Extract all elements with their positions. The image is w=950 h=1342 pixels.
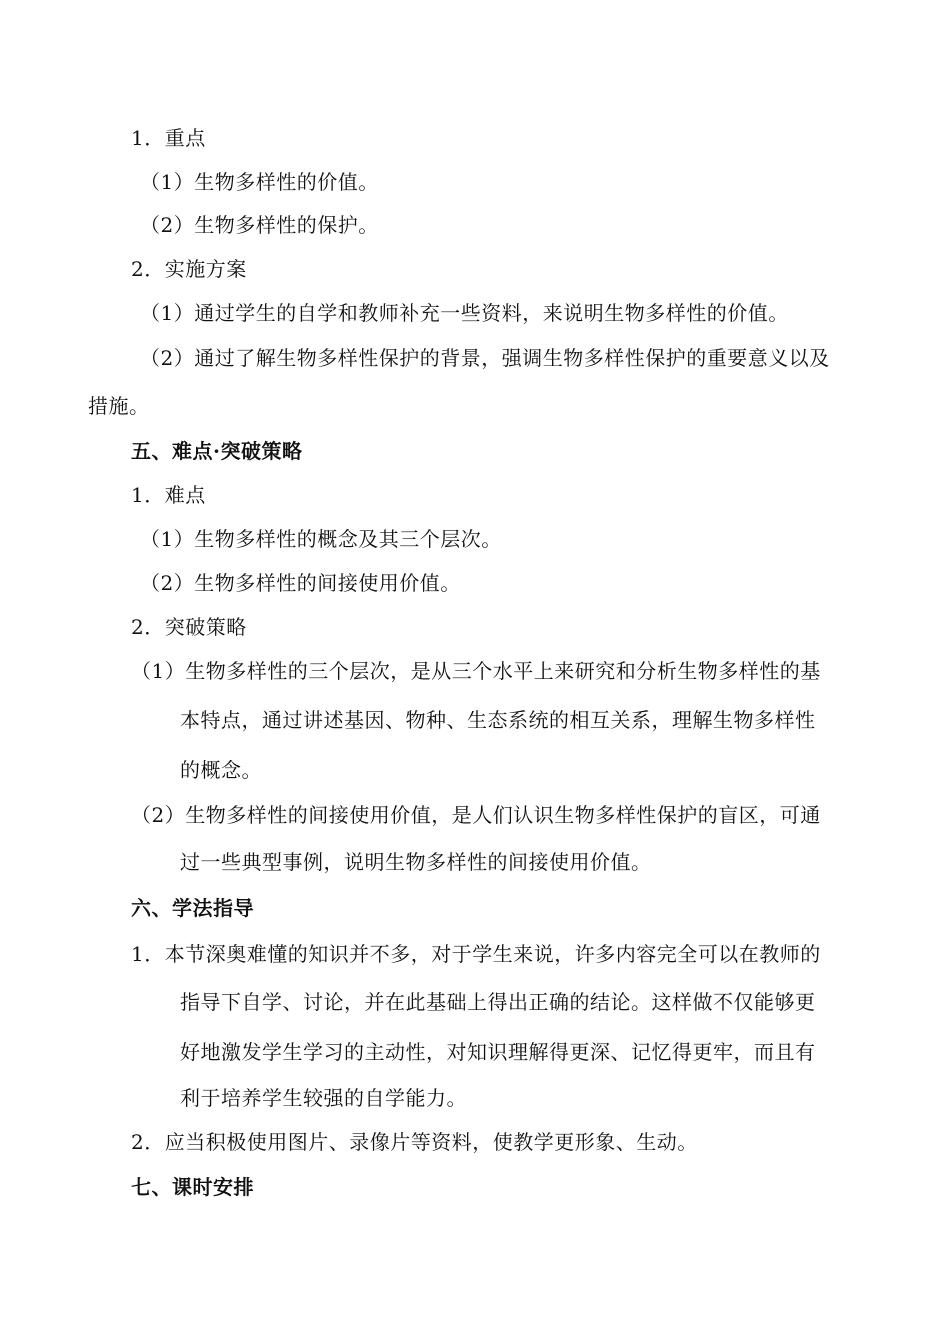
text-line: 好地激发学生学习的主动性，对知识理解得更深、记忆得更牢，而且有 bbox=[180, 1040, 816, 1064]
section-heading: 五、难点·突破策略 bbox=[131, 439, 303, 463]
text-line: 2．突破策略 bbox=[131, 615, 247, 639]
text-line: （2）通过了解生物多样性保护的背景，强调生物多样性保护的重要意义以及 bbox=[140, 346, 830, 370]
text-line: 过一些典型事例，说明生物多样性的间接使用价值。 bbox=[180, 850, 652, 874]
text-line: （2）生物多样性的保护。 bbox=[140, 213, 379, 237]
text-line: 的概念。 bbox=[180, 758, 262, 782]
text-line: 措施。 bbox=[88, 394, 150, 418]
text-line: （1）生物多样性的价值。 bbox=[140, 170, 379, 194]
text-line: 1．难点 bbox=[131, 483, 206, 507]
text-line: （1）通过学生的自学和教师补充一些资料，来说明生物多样性的价值。 bbox=[140, 301, 789, 325]
text-line: （2）生物多样性的间接使用价值，是人们认识生物多样性保护的盲区，可通 bbox=[131, 803, 821, 827]
text-line: 利于培养学生较强的自学能力。 bbox=[180, 1086, 467, 1110]
text-line: 1．重点 bbox=[131, 126, 206, 150]
text-line: （2）生物多样性的间接使用价值。 bbox=[140, 571, 461, 595]
text-line: 2．实施方案 bbox=[131, 257, 247, 281]
text-line: 2．应当积极使用图片、录像片等资料，使教学更形象、生动。 bbox=[131, 1130, 698, 1154]
text-line: 1．本节深奥难懂的知识并不多，对于学生来说，许多内容完全可以在教师的 bbox=[131, 942, 821, 966]
text-line: （1）生物多样性的三个层次，是从三个水平上来研究和分析生物多样性的基 bbox=[131, 659, 821, 683]
section-heading: 六、学法指导 bbox=[131, 896, 254, 920]
text-line: 指导下自学、讨论，并在此基础上得出正确的结论。这样做不仅能够更 bbox=[180, 990, 816, 1014]
text-line: 本特点，通过讲述基因、物种、生态系统的相互关系，理解生物多样性 bbox=[180, 708, 816, 732]
section-heading: 七、课时安排 bbox=[131, 1175, 254, 1199]
text-line: （1）生物多样性的概念及其三个层次。 bbox=[140, 527, 502, 551]
